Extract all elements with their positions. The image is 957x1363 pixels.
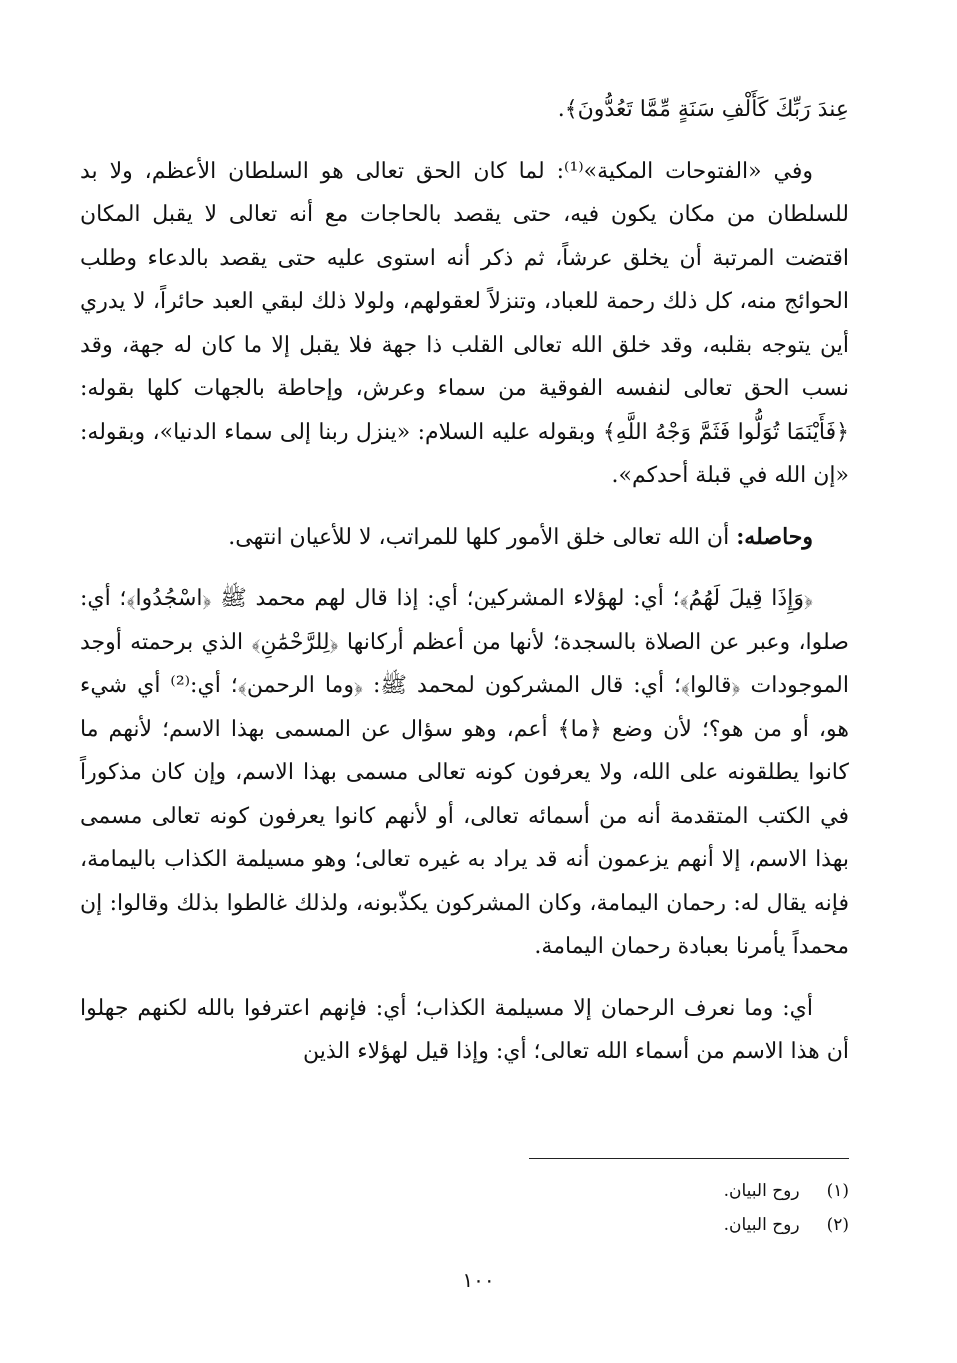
footnote-item	[449, 1174, 849, 1208]
summary-text: أن الله تعالى خلق الأمور كلها للمراتب، لا للأعيان انتهى.	[228, 524, 737, 550]
footnote-item	[449, 1208, 849, 1242]
summary-lead: وحاصله:	[736, 523, 813, 550]
paragraph-commentary: ﴿وَإِذَا قِيلَ لَهُمُ﴾؛ أي: لهؤلاء المشركين؛ أي: إذا قال لهم محمد ﷺ ﴿اسْجُدُوا﴾؛ أي: صلوا، وعبر عن الصلاة بالسجدة؛ لأنها من أعظم أركانها ﴿لِلرَّحْمَٰنِ﴾ الذي برحمته أوجد الموجودات ﴿قالوا﴾؛ أي: قال المشركون لمحمد ﷺ: ﴿وما الرحمن﴾؛ أي:⁽²⁾ أي شيء هو، أو من هو؟؛ لأن وضع ﴿ما﴾ أعم، وهو سؤال عن المسمى بهذا الاسم؛ لأنهم ما كانوا يطلقونه على الله، ولا يعرفون كونه تعالى مسمى بهذا الاسم، وإن كان مذكوراً في الكتب المتقدمة أنه من أسمائه تعالى، أو لأنهم كانوا يعرفون كونه تعالى مسمى بهذا الاسم، إلا أنهم يزعمون أنه قد يراد به غيره تعالى؛ وهو مسيلمة الكذاب باليمامة، فإنه يقال له: رحمان اليمامة، وكان المشركون يكذّبونه، ولذلك غالطوا بذلك وقالوا: إن محمداً يأمرنا بعبادة رحمان اليمامة.	[80, 586, 849, 959]
verse-continuation: عِندَ رَبِّكَ كَأَلْفِ سَنَةٍ مِّمَّا تَعُدُّونَ﴾.	[557, 97, 849, 122]
paragraph-summary	[80, 516, 849, 560]
footnote-divider	[529, 1158, 849, 1159]
page-number: ١٠٠	[462, 1268, 495, 1292]
footnote-number: (٢)	[826, 1215, 849, 1235]
footnote-number: (١)	[826, 1181, 849, 1201]
footnote-text: روح البيان.	[723, 1181, 800, 1201]
paragraph-futuhat: وفي «الفتوحات المكية»⁽¹⁾: لما كان الحق تعالى هو السلطان الأعظم، ولا بد للسلطان من مكان يكون فيه، حتى يقصد بالحاجات مع أنه تعالى لا يقبل المكان اقتضت المرتبة أن يخلق عرشاً، ثم ذكر أنه استوى عليه حتى يقصد بالدعاء وطلب الحوائج منه، كل ذلك رحمة للعباد، وتنزلاً لعقولهم، ولولا ذلك لبقي العبد حائراً، لا يدري أين يتوجه بقلبه، وقد خلق الله تعالى القلب ذا جهة فلا يقبل إلا ما كان له جهة، وقد نسب الحق تعالى لنفسه الفوقية من سماء وعرش، وإحاطة بالجهات كلها بقوله: ﴿فَأَيْنَمَا تُوَلُّوا فَثَمَّ وَجْهُ اللَّهِ﴾ وبقوله عليه السلام: «ينزل ربنا إلى سماء الدنيا»، وبقوله: «إن الله في قبلة أحدكم».	[80, 158, 849, 488]
footnote-text: روح البيان.	[723, 1215, 800, 1235]
paragraph-closing: أي: وما نعرف الرحمان إلا مسيلمة الكذاب؛ أي: فإنهم اعترفوا بالله لكنهم جهلوا أن هذا الاسم من أسماء الله تعالى؛ أي: وإذا قيل لهؤلاء الذين	[80, 995, 849, 1064]
footnotes	[449, 1174, 849, 1242]
